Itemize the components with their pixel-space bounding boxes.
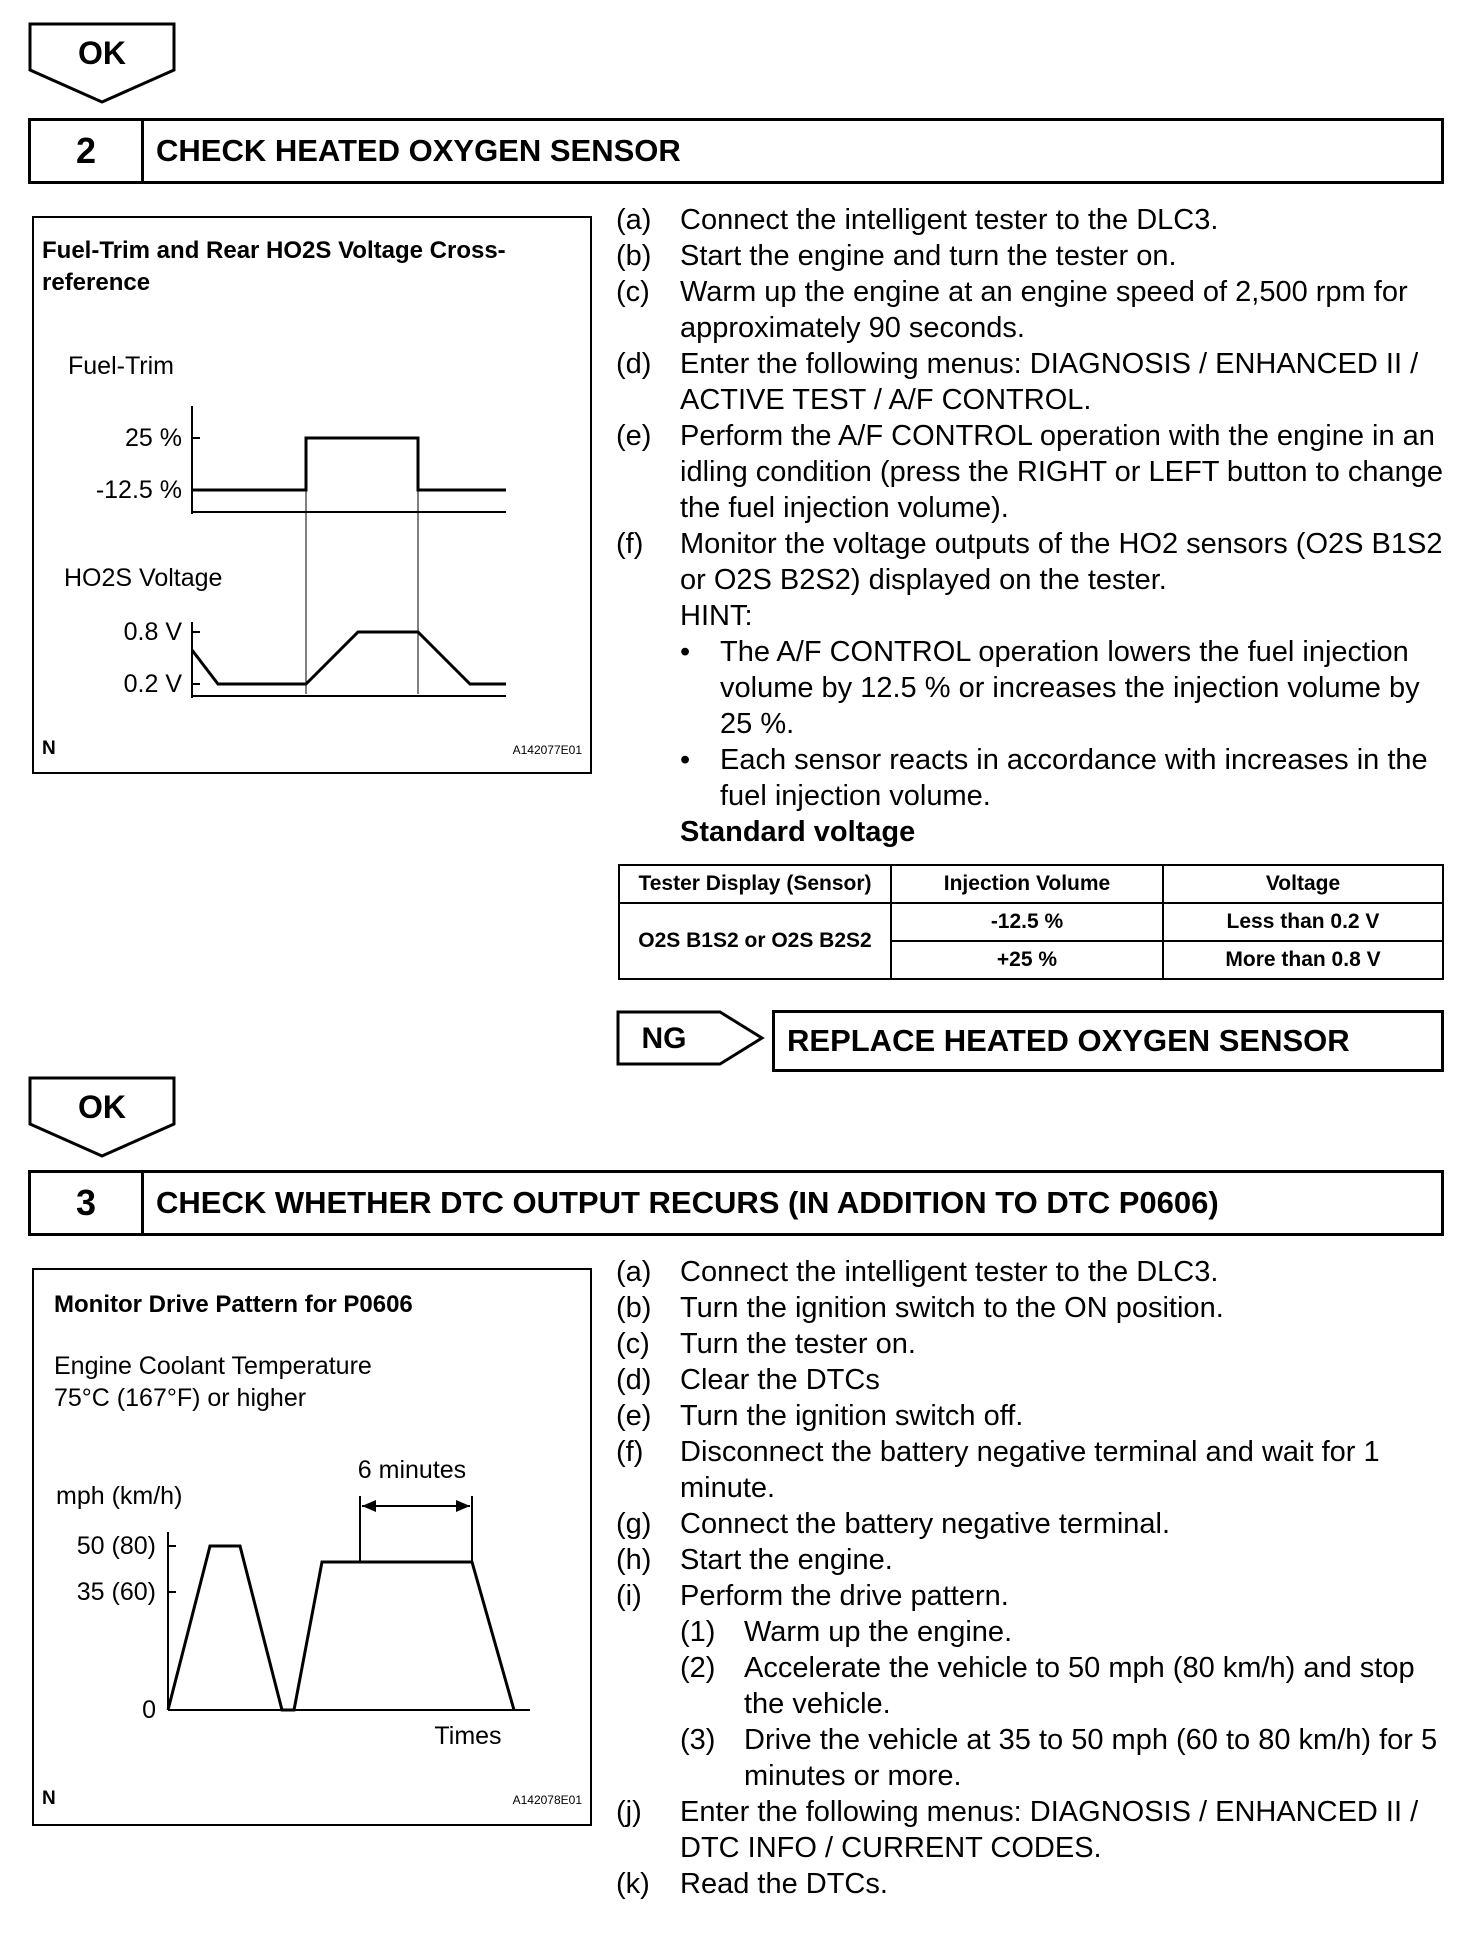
item-label: (e) <box>616 1400 652 1432</box>
ng-action-box: REPLACE HEATED OXYGEN SENSOR <box>772 1010 1444 1072</box>
coolant-line1: Engine Coolant Temperature <box>54 1352 372 1380</box>
fuel-trim-high: 25 % <box>125 424 182 452</box>
fuel-trim-label: Fuel-Trim <box>68 352 175 380</box>
y-mid-label: 35 (60) <box>76 1578 156 1606</box>
subitem-label: (3) <box>680 1724 716 1756</box>
table-header: Tester Display (Sensor) <box>619 865 891 903</box>
step-3-header <box>28 1170 1444 1236</box>
ng-arrow <box>616 1010 766 1066</box>
item-label: (c) <box>616 276 650 308</box>
table-cell: -12.5 % <box>891 903 1163 941</box>
table-header: Voltage <box>1163 865 1443 903</box>
ok-label: OK <box>78 1089 126 1125</box>
y-high-label: 50 (80) <box>76 1532 156 1560</box>
ok-arrow-1 <box>28 22 178 106</box>
item-label: (e) <box>616 420 652 452</box>
item-text: Turn the tester on. <box>680 1328 916 1360</box>
item-text: Start the engine. <box>680 1544 893 1576</box>
ng-label: NG <box>641 1022 687 1055</box>
item-label: (j) <box>616 1796 642 1828</box>
item-label: (a) <box>616 204 652 236</box>
item-text: Connect the intelligent tester to the DLC3. <box>680 1256 1219 1288</box>
item-text: Clear the DTCs <box>680 1364 880 1396</box>
y-zero-label: 0 <box>142 1696 156 1724</box>
item-label: (f) <box>616 1436 644 1468</box>
x-axis-label: Times <box>434 1722 502 1750</box>
item-label: (b) <box>616 240 652 272</box>
ho2s-line <box>192 632 506 684</box>
standard-voltage-table <box>618 864 1444 980</box>
item-label: (f) <box>616 528 644 560</box>
subitem-label: (2) <box>680 1652 716 1684</box>
item-label: (k) <box>616 1868 650 1900</box>
item-label: (d) <box>616 348 652 380</box>
item-text: Connect the intelligent tester to the DLC3. <box>680 204 1219 236</box>
item-label: (a) <box>616 1256 652 1288</box>
table-header: Injection Volume <box>891 865 1163 903</box>
y-unit-label: mph (km/h) <box>56 1482 183 1510</box>
coolant-line2: 75°C (167°F) or higher <box>54 1384 307 1412</box>
bullet-text: The A/F CONTROL operation lowers the fuel injection volume by 12.5 % or increases the injection volume by 25 %. <box>720 636 1420 740</box>
item-text: Enter the following menus: DIAGNOSIS / ENHANCED II / DTC INFO / CURRENT CODES. <box>680 1796 1419 1864</box>
item-text: Start the engine and turn the tester on. <box>680 240 1177 272</box>
subitem-text: Drive the vehicle at 35 to 50 mph (60 to 80 km/h) for 5 minutes or more. <box>744 1724 1438 1792</box>
drive-pattern-figure <box>32 1268 592 1826</box>
step-number: 2 <box>31 121 144 181</box>
bullet-icon: • <box>680 744 691 776</box>
subitem-label: (1) <box>680 1616 716 1648</box>
ok-label: OK <box>78 35 126 71</box>
table-cell: +25 % <box>891 941 1163 979</box>
step-number: 3 <box>31 1173 144 1233</box>
ho2s-low: 0.2 V <box>123 670 182 698</box>
corner-letter: N <box>42 1788 56 1809</box>
item-text: Perform the drive pattern. <box>680 1580 1009 1612</box>
ho2s-high: 0.8 V <box>123 618 182 646</box>
item-label: (h) <box>616 1544 652 1576</box>
subitem-text: Accelerate the vehicle to 50 mph (80 km/h) and stop the vehicle. <box>744 1652 1415 1720</box>
fuel-trim-low: -12.5 % <box>95 476 182 504</box>
corner-letter: N <box>42 738 56 759</box>
hint-label: HINT: <box>680 600 753 632</box>
item-label: (d) <box>616 1364 652 1396</box>
table-cell: More than 0.8 V <box>1163 941 1443 979</box>
item-text: Turn the ignition switch off. <box>680 1400 1024 1432</box>
subitem-text: Warm up the engine. <box>744 1616 1013 1648</box>
item-label: (i) <box>616 1580 642 1612</box>
item-label: (b) <box>616 1292 652 1324</box>
table-cell: Less than 0.2 V <box>1163 903 1443 941</box>
item-text: Turn the ignition switch to the ON position. <box>680 1292 1224 1324</box>
figure-id: A142078E01 <box>512 1793 582 1807</box>
standard-voltage-title: Standard voltage <box>680 816 916 848</box>
figure-title: Monitor Drive Pattern for P0606 <box>54 1291 413 1318</box>
ho2s-label: HO2S Voltage <box>64 564 223 592</box>
figure-title-line1: Fuel-Trim and Rear HO2S Voltage Cross- <box>42 237 506 264</box>
step-2-header <box>28 118 1444 184</box>
figure-title-line2: reference <box>42 269 151 296</box>
item-text: Perform the A/F CONTROL operation with the engine in an idling condition (press the RIGHT or LEFT button to change the fuel injection volume). <box>680 420 1444 524</box>
item-text: Warm up the engine at an engine speed of 2,500 rpm for approximately 90 seconds. <box>680 276 1408 344</box>
fuel-trim-figure <box>32 216 592 774</box>
step-title: CHECK HEATED OXYGEN SENSOR <box>156 133 681 168</box>
speed-profile-line <box>168 1546 514 1710</box>
item-text: Monitor the voltage outputs of the HO2 sensors (O2S B1S2 or O2S B2S2) displayed on the tester. <box>680 528 1443 596</box>
table-cell-sensor: O2S B1S2 or O2S B2S2 <box>619 903 891 979</box>
item-text: Enter the following menus: DIAGNOSIS / ENHANCED II / ACTIVE TEST / A/F CONTROL. <box>680 348 1419 416</box>
ok-arrow-2 <box>28 1076 178 1160</box>
item-label: (g) <box>616 1508 652 1540</box>
fuel-trim-line <box>192 438 506 490</box>
duration-label: 6 minutes <box>357 1456 467 1484</box>
item-text: Connect the battery negative terminal. <box>680 1508 1171 1540</box>
bullet-icon: • <box>680 636 691 668</box>
bullet-text: Each sensor reacts in accordance with increases in the fuel injection volume. <box>720 744 1428 812</box>
step-2-instructions <box>616 202 1446 850</box>
figure-id: A142077E01 <box>512 743 582 757</box>
step-title: CHECK WHETHER DTC OUTPUT RECURS (IN ADDITION TO DTC P0606) <box>156 1185 1219 1220</box>
item-label: (c) <box>616 1328 650 1360</box>
item-text: Disconnect the battery negative terminal and wait for 1 minute. <box>680 1436 1380 1504</box>
item-text: Read the DTCs. <box>680 1868 888 1900</box>
step-3-instructions <box>616 1254 1446 1902</box>
